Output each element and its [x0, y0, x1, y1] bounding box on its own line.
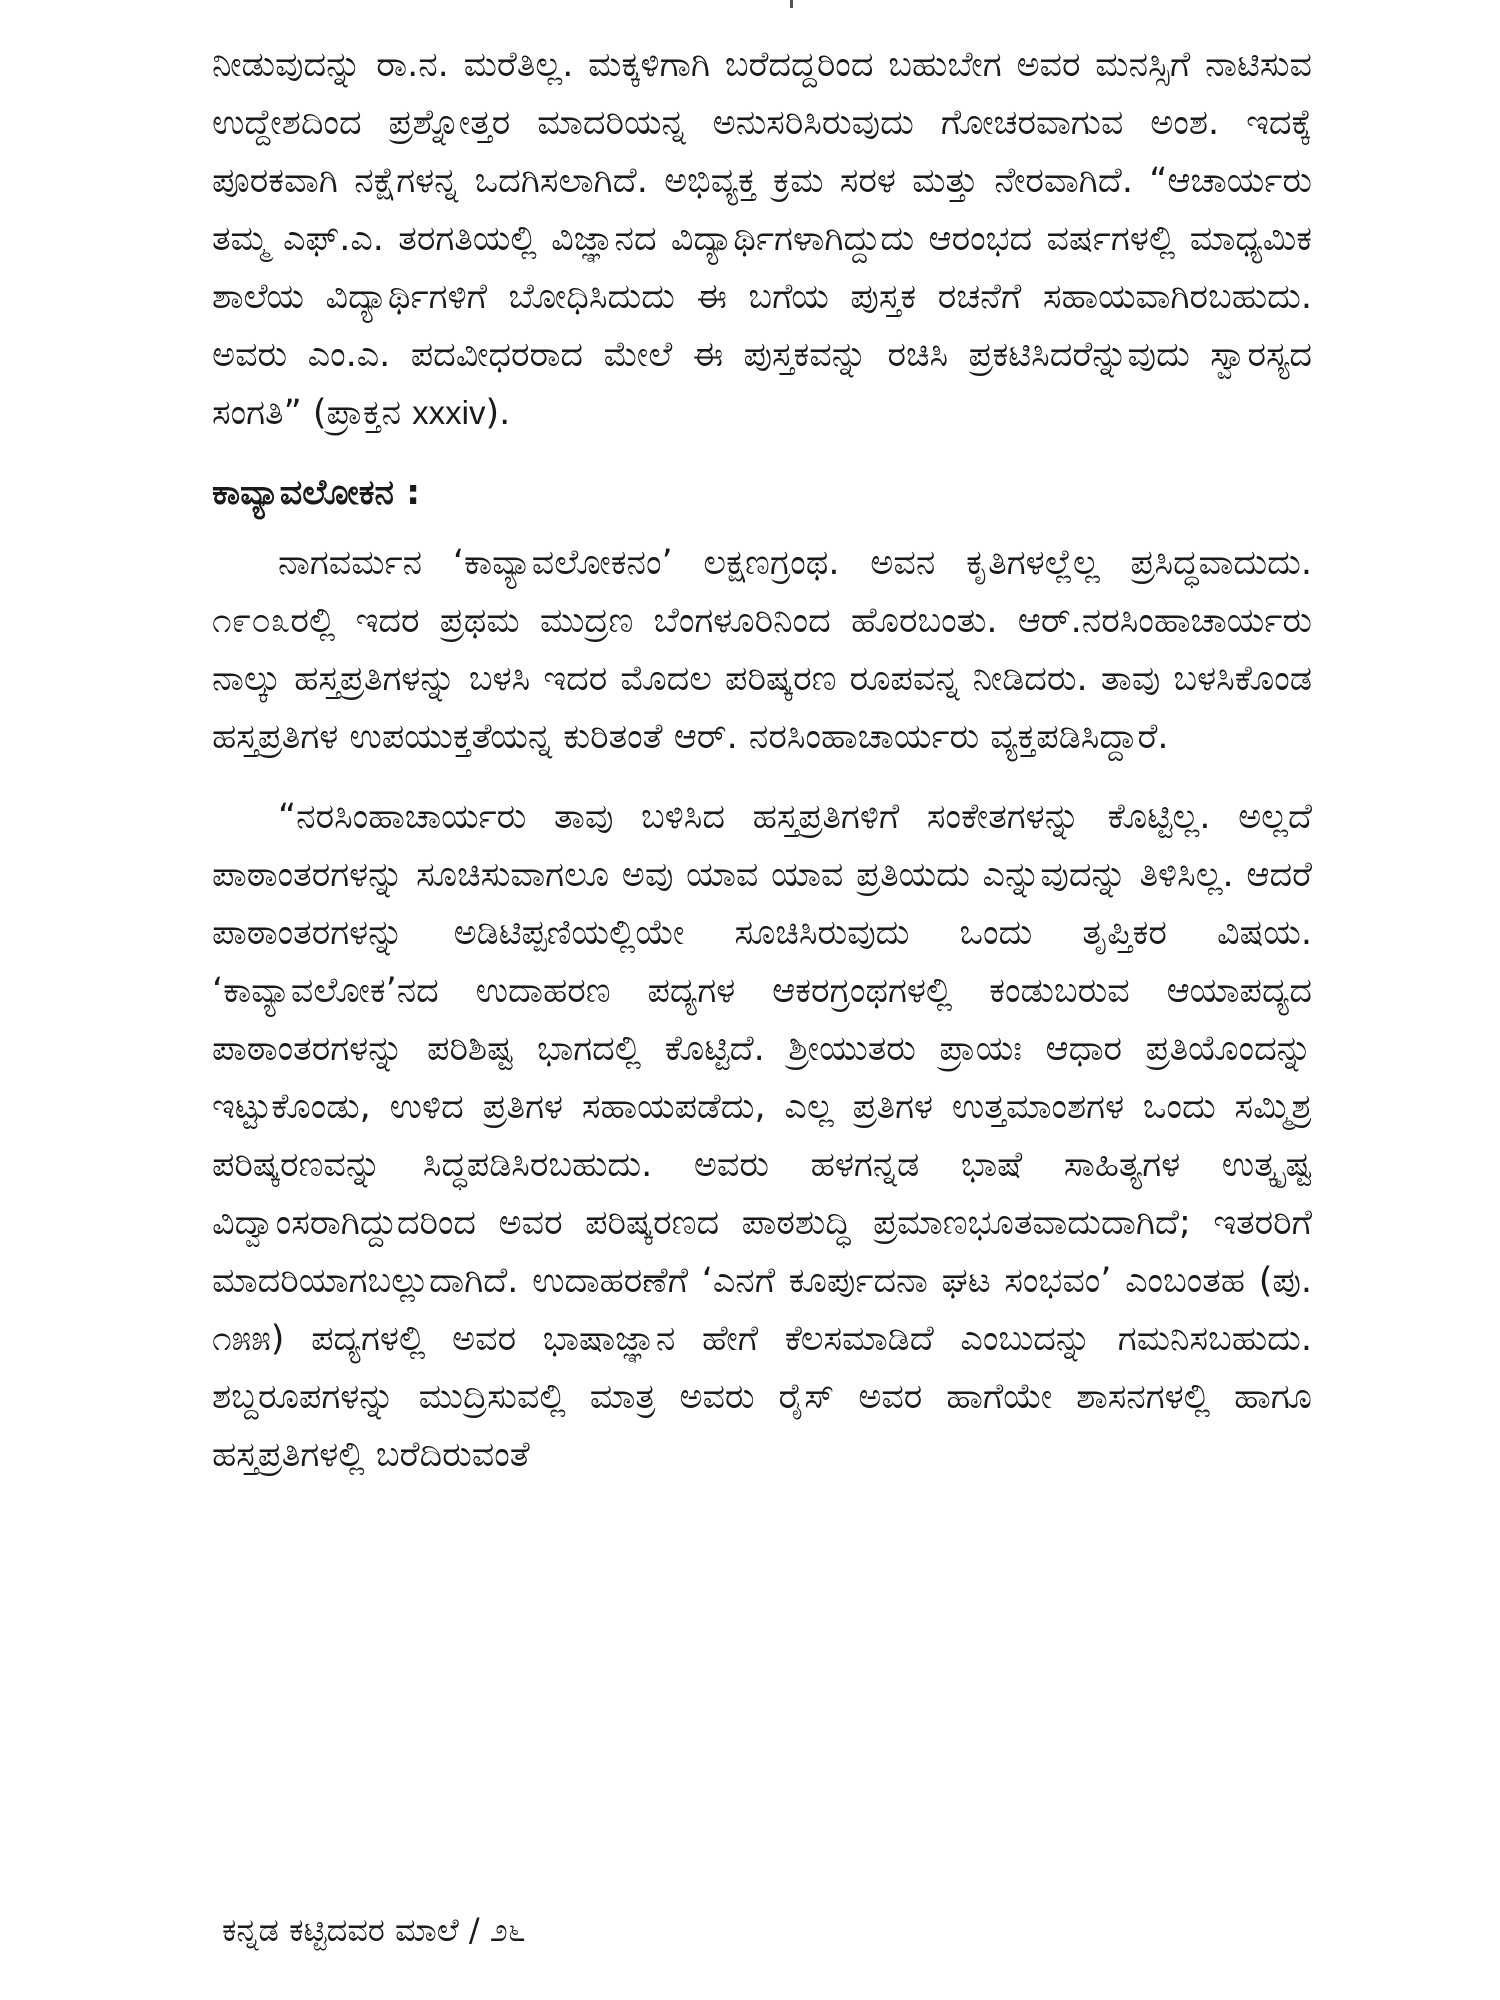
paragraph-1 — [212, 36, 1312, 442]
paragraph-1-text: ನೀಡುವುದನ್ನು ರಾ.ನ. ಮರೆತಿಲ್ಲ. ಮಕ್ಕಳಿಗಾಗಿ ಬರೆದದ್ದರಿಂದ ಬಹುಬೇಗ ಅವರ ಮನಸ್ಸಿಗೆ ನಾಟಿಸುವ ಉದ್ದೇಶದಿಂದ ಪ್ರಶ್ನೋತ್ತರ ಮಾದರಿಯನ್ನ ಅನುಸರಿಸಿರುವುದು ಗೋಚರವಾಗುವ ಅಂಶ. ಇದಕ್ಕೆ ಪೂರಕವಾಗಿ ನಕ್ಷೆಗಳನ್ನ ಒದಗಿಸಲಾಗಿದೆ. ಅಭಿವ್ಯಕ್ತ ಕ್ರಮ ಸರಳ ಮತ್ತು ನೇರವಾಗಿದೆ. “ಆಚಾರ್ಯರು ತಮ್ಮ ಎಫ್.ಎ. ತರಗತಿಯಲ್ಲಿ ವಿಜ್ಞಾನದ ವಿದ್ಯಾರ್ಥಿಗಳಾಗಿದ್ದುದು ಆರಂಭದ ವರ್ಷಗಳಲ್ಲಿ ಮಾಧ್ಯಮಿಕ ಶಾಲೆಯ ವಿದ್ಯಾರ್ಥಿಗಳಿಗೆ ಬೋಧಿಸಿದುದು ಈ ಬಗೆಯ ಪುಸ್ತಕ ರಚನೆಗೆ ಸಹಾಯವಾಗಿರಬಹುದು. ಅವರು ಎಂ.ಎ. ಪದವೀಧರರಾದ ಮೇಲೆ ಈ ಪುಸ್ತಕವನ್ನು ರಚಿಸಿ ಪ್ರಕಟಿಸಿದರೆನ್ನುವುದು ಸ್ವಾರಸ್ಯದ ಸಂಗತಿ” — [212, 45, 1312, 433]
section-heading: ಕಾವ್ಯಾವಲೋಕನ : — [212, 473, 421, 513]
page-footer: ಕನ್ನಡ ಕಟ್ಟಿದವರ ಮಾಲೆ / ೨೬ — [222, 1911, 526, 1949]
citation-suffix: ). — [485, 393, 511, 433]
paragraph-3: “ನರಸಿಂಹಾಚಾರ್ಯರು ತಾವು ಬಳಿಸಿದ ಹಸ್ತಪ್ರತಿಗಳಿಗೆ ಸಂಕೇತಗಳನ್ನು ಕೊಟ್ಟಿಲ್ಲ. ಅಲ್ಲದೆ ಪಾಠಾಂತರಗಳನ್ನು ಸೂಚಿಸುವಾಗಲೂ ಅವು ಯಾವ ಯಾವ ಪ್ರತಿಯದು ಎನ್ನುವುದನ್ನು ತಿಳಿಸಿಲ್ಲ. ಆದರೆ ಪಾಠಾಂತರಗಳನ್ನು ಅಡಿಟಿಪ್ಪಣಿಯಲ್ಲಿಯೇ ಸೂಚಿಸಿರುವುದು ಒಂದು ತೃಪ್ತಿಕರ ವಿಷಯ. ‘ಕಾವ್ಯಾವಲೋಕ’ನದ ಉದಾಹರಣ ಪದ್ಯಗಳ ಆಕರಗ್ರಂಥಗಳಲ್ಲಿ ಕಂಡುಬರುವ ಆಯಾಪದ್ಯದ ಪಾಠಾಂತರಗಳನ್ನು ಪರಿಶಿಷ್ಟ ಭಾಗದಲ್ಲಿ ಕೊಟ್ಟಿದೆ. ಶ್ರೀಯುತರು ಪ್ರಾಯಃ ಆಧಾರ ಪ್ರತಿಯೊಂದನ್ನು ಇಟ್ಟುಕೊಂಡು, ಉಳಿದ ಪ್ರತಿಗಳ ಸಹಾಯಪಡೆದು, ಎಲ್ಲ ಪ್ರತಿಗಳ ಉತ್ತಮಾಂಶಗಳ ಒಂದು ಸಮ್ಮಿಶ್ರ ಪರಿಷ್ಕರಣವನ್ನು ಸಿದ್ಧಪಡಿಸಿರಬಹುದು. ಅವರು ಹಳಗನ್ನಡ ಭಾಷೆ ಸಾಹಿತ್ಯಗಳ ಉತ್ಕೃಷ್ಟ ವಿದ್ವಾಂಸರಾಗಿದ್ದುದರಿಂದ ಅವರ ಪರಿಷ್ಕರಣದ ಪಾಠಶುದ್ಧಿ ಪ್ರಮಾಣಭೂತವಾದುದಾಗಿದೆ; ಇತರರಿಗೆ ಮಾದರಿಯಾಗಬಲ್ಲುದಾಗಿದೆ. ಉದಾಹರಣೆಗೆ ‘ಎನಗೆ ಕೂರ್ಪುದನಾ ಘಟ ಸಂಭವಂ’ ಎಂಬಂತಹ (ಪು. ೧೫೫) ಪದ್ಯಗಳಲ್ಲಿ ಅವರ ಭಾಷಾಜ್ಞಾನ ಹೇಗೆ ಕೆಲಸಮಾಡಿದೆ ಎಂಬುದನ್ನು ಗಮನಿಸಬಹುದು. ಶಬ್ದರೂಪಗಳನ್ನು ಮುದ್ರಿಸುವಲ್ಲಿ ಮಾತ್ರ ಅವರು ರೈಸ್ ಅವರ ಹಾಗೆಯೇ ಶಾಸನಗಳಲ್ಲಿ ಹಾಗೂ ಹಸ್ತಪ್ರತಿಗಳಲ್ಲಿ ಬರೆದಿರುವಂತೆ — [212, 797, 1312, 1475]
body-text — [212, 36, 1312, 1484]
citation-page-roman: xxxiv — [412, 394, 486, 431]
citation-prefix: (ಪ್ರಾಕ್ತನ — [312, 393, 413, 433]
scan-mark — [790, 0, 793, 8]
paragraph-2: ನಾಗವರ್ಮನ ‘ಕಾವ್ಯಾವಲೋಕನಂ’ ಲಕ್ಷಣಗ್ರಂಥ. ಅವನ ಕೃತಿಗಳಲ್ಲೆಲ್ಲ ಪ್ರಸಿದ್ಧವಾದುದು. ೧೯೦೩ರಲ್ಲಿ ಇದರ ಪ್ರಥಮ ಮುದ್ರಣ ಬೆಂಗಳೂರಿನಿಂದ ಹೊರಬಂತು. ಆರ್.ನರಸಿಂಹಾಚಾರ್ಯರು ನಾಲ್ಕು ಹಸ್ತಪ್ರತಿಗಳನ್ನು ಬಳಸಿ ಇದರ ಮೊದಲ ಪರಿಷ್ಕರಣ ರೂಪವನ್ನ ನೀಡಿದರು. ತಾವು ಬಳಸಿಕೊಂಡ ಹಸ್ತಪ್ರತಿಗಳ ಉಪಯುಕ್ತತೆಯನ್ನ ಕುರಿತಂತೆ ಆರ್. ನರಸಿಂಹಾಚಾರ್ಯರು ವ್ಯಕ್ತಪಡಿಸಿದ್ದಾರೆ. — [212, 543, 1312, 757]
